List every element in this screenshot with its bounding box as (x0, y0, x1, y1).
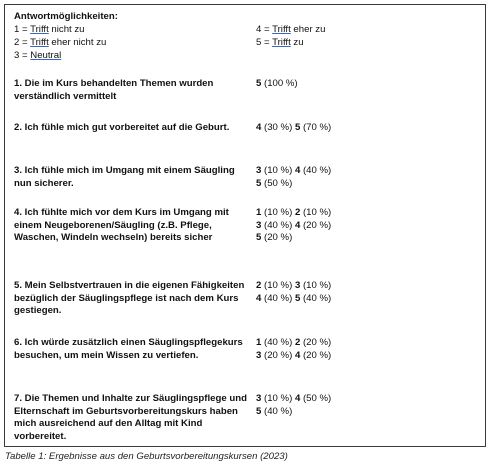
answer-line (256, 293, 486, 306)
answer-percent: (20 %) (264, 232, 293, 244)
answer-percent: (50 %) (264, 177, 293, 189)
legend-item-3 (14, 50, 61, 63)
answer-percent: (50 %) (302, 393, 332, 404)
answer-line (256, 232, 486, 245)
answer-legend (14, 11, 484, 62)
answer-score: 4 (256, 122, 262, 133)
answer-line (256, 337, 486, 350)
legend-word: Trifft (272, 36, 291, 48)
answer-score: 3 (294, 280, 301, 291)
answer-score: 5 (294, 292, 301, 304)
question-text: 5. Mein Selbstvertrauen in die eigenen Fähigkeiten bezüglich der Säuglingspflege ist nach dem Kurs gestiegen. (14, 280, 245, 317)
question-text: 1. Die im Kurs behandelten Themen wurden verständlich vermittelt (14, 78, 214, 102)
legend-num: 4 = (256, 23, 273, 35)
answer-percent: (20 %) (264, 349, 293, 361)
answer-score: 2 (294, 337, 301, 348)
answer-score: 5 (256, 78, 262, 89)
answer-percent: (40 %) (302, 165, 332, 176)
legend-word: Trifft (272, 23, 291, 35)
answer-line (256, 122, 486, 135)
answer-score: 4 (294, 393, 301, 404)
legend-num: 2 = (14, 36, 31, 48)
answer-distribution (256, 165, 486, 190)
question-text: 4. Ich fühlte mich vor dem Kurs im Umgang mit einem Neugeborenen/Säugling (z.B. Pflege, Waschen, Windeln wechseln) bereits sicher (14, 207, 229, 244)
answer-percent: (40 %) (264, 219, 293, 231)
answer-distribution (256, 78, 486, 91)
answer-line (256, 406, 486, 419)
legend-word: Trifft (30, 23, 49, 35)
answer-line (256, 350, 486, 363)
legend-rest: nicht zu (48, 23, 85, 35)
answer-score: 1 (256, 207, 262, 218)
answer-score: 4 (294, 165, 301, 176)
answer-score: 2 (294, 207, 301, 218)
legend-item-5 (256, 37, 304, 50)
legend-item-1 (14, 24, 85, 37)
answer-percent: (30 %) (264, 122, 293, 133)
answer-score: 5 (256, 405, 262, 417)
answer-score: 1 (256, 337, 262, 348)
answer-score: 3 (256, 219, 262, 231)
answer-percent: (40 %) (264, 292, 293, 304)
answer-score: 4 (294, 349, 301, 361)
answer-score: 3 (256, 349, 262, 361)
legend-title: Antwortmöglichkeiten: (14, 11, 118, 22)
question-text: 2. Ich fühle mich gut vorbereitet auf die Geburt. (14, 122, 230, 133)
legend-rest: zu (290, 36, 304, 48)
legend-num: 3 = (14, 49, 31, 61)
question-text: 6. Ich würde zusätzlich einen Säuglingspflegekurs besuchen, um mein Wissen zu vertiefen. (14, 337, 243, 361)
answer-line (256, 178, 486, 191)
answer-score: 4 (294, 219, 301, 231)
answer-distribution (256, 280, 486, 305)
answer-percent: (20 %) (302, 219, 332, 231)
answer-line (256, 393, 486, 406)
answer-score: 4 (256, 292, 262, 304)
legend-num: 5 = (256, 36, 273, 48)
answer-percent: (10 %) (264, 280, 293, 291)
answer-score: 3 (256, 393, 262, 404)
question-text: 7. Die Themen und Inhalte zur Säuglingspflege und Elternschaft im Geburtsvorbereitungskurs haben mich ausreichend auf den Alltag mit Kind vorbereitet. (14, 393, 247, 442)
legend-num: 1 = (14, 23, 31, 35)
answer-percent: (20 %) (302, 349, 332, 361)
legend-grid (14, 24, 484, 62)
answer-percent: (10 %) (302, 280, 332, 291)
legend-item-2 (14, 37, 106, 50)
answer-percent: (20 %) (302, 337, 332, 348)
legend-item-4 (256, 24, 325, 37)
legend-rest: eher nicht zu (48, 36, 107, 48)
question-text: 3. Ich fühle mich im Umgang mit einem Säugling nun sicherer. (14, 165, 235, 189)
table-caption: Tabelle 1: Ergebnisse aus den Geburtsvorbereitungskursen (2023) (5, 451, 288, 462)
answer-line (256, 207, 486, 220)
answer-percent: (70 %) (302, 122, 332, 133)
answer-distribution (256, 393, 486, 418)
answer-line (256, 280, 486, 293)
answer-score: 5 (256, 232, 262, 244)
answer-percent: (10 %) (302, 207, 332, 218)
results-table (4, 4, 486, 447)
answer-distribution (256, 337, 486, 362)
answer-percent: (10 %) (264, 165, 293, 176)
answer-percent: (10 %) (264, 207, 293, 218)
answer-score: 2 (256, 280, 262, 291)
legend-rest: eher zu (290, 23, 326, 35)
answer-distribution (256, 207, 486, 245)
answer-percent: (40 %) (264, 337, 293, 348)
answer-percent: (40 %) (264, 405, 293, 417)
answer-percent: (40 %) (302, 292, 332, 304)
answer-line (256, 220, 486, 233)
answer-percent: (10 %) (264, 393, 293, 404)
legend-word: Neutral (30, 49, 62, 61)
answer-score: 5 (256, 177, 262, 189)
answer-line (256, 78, 486, 91)
answer-score: 3 (256, 165, 262, 176)
answer-percent: (100 %) (264, 78, 298, 89)
answer-distribution (256, 122, 486, 135)
legend-word: Trifft (30, 36, 49, 48)
answer-line (256, 165, 486, 178)
answer-score: 5 (294, 122, 301, 133)
